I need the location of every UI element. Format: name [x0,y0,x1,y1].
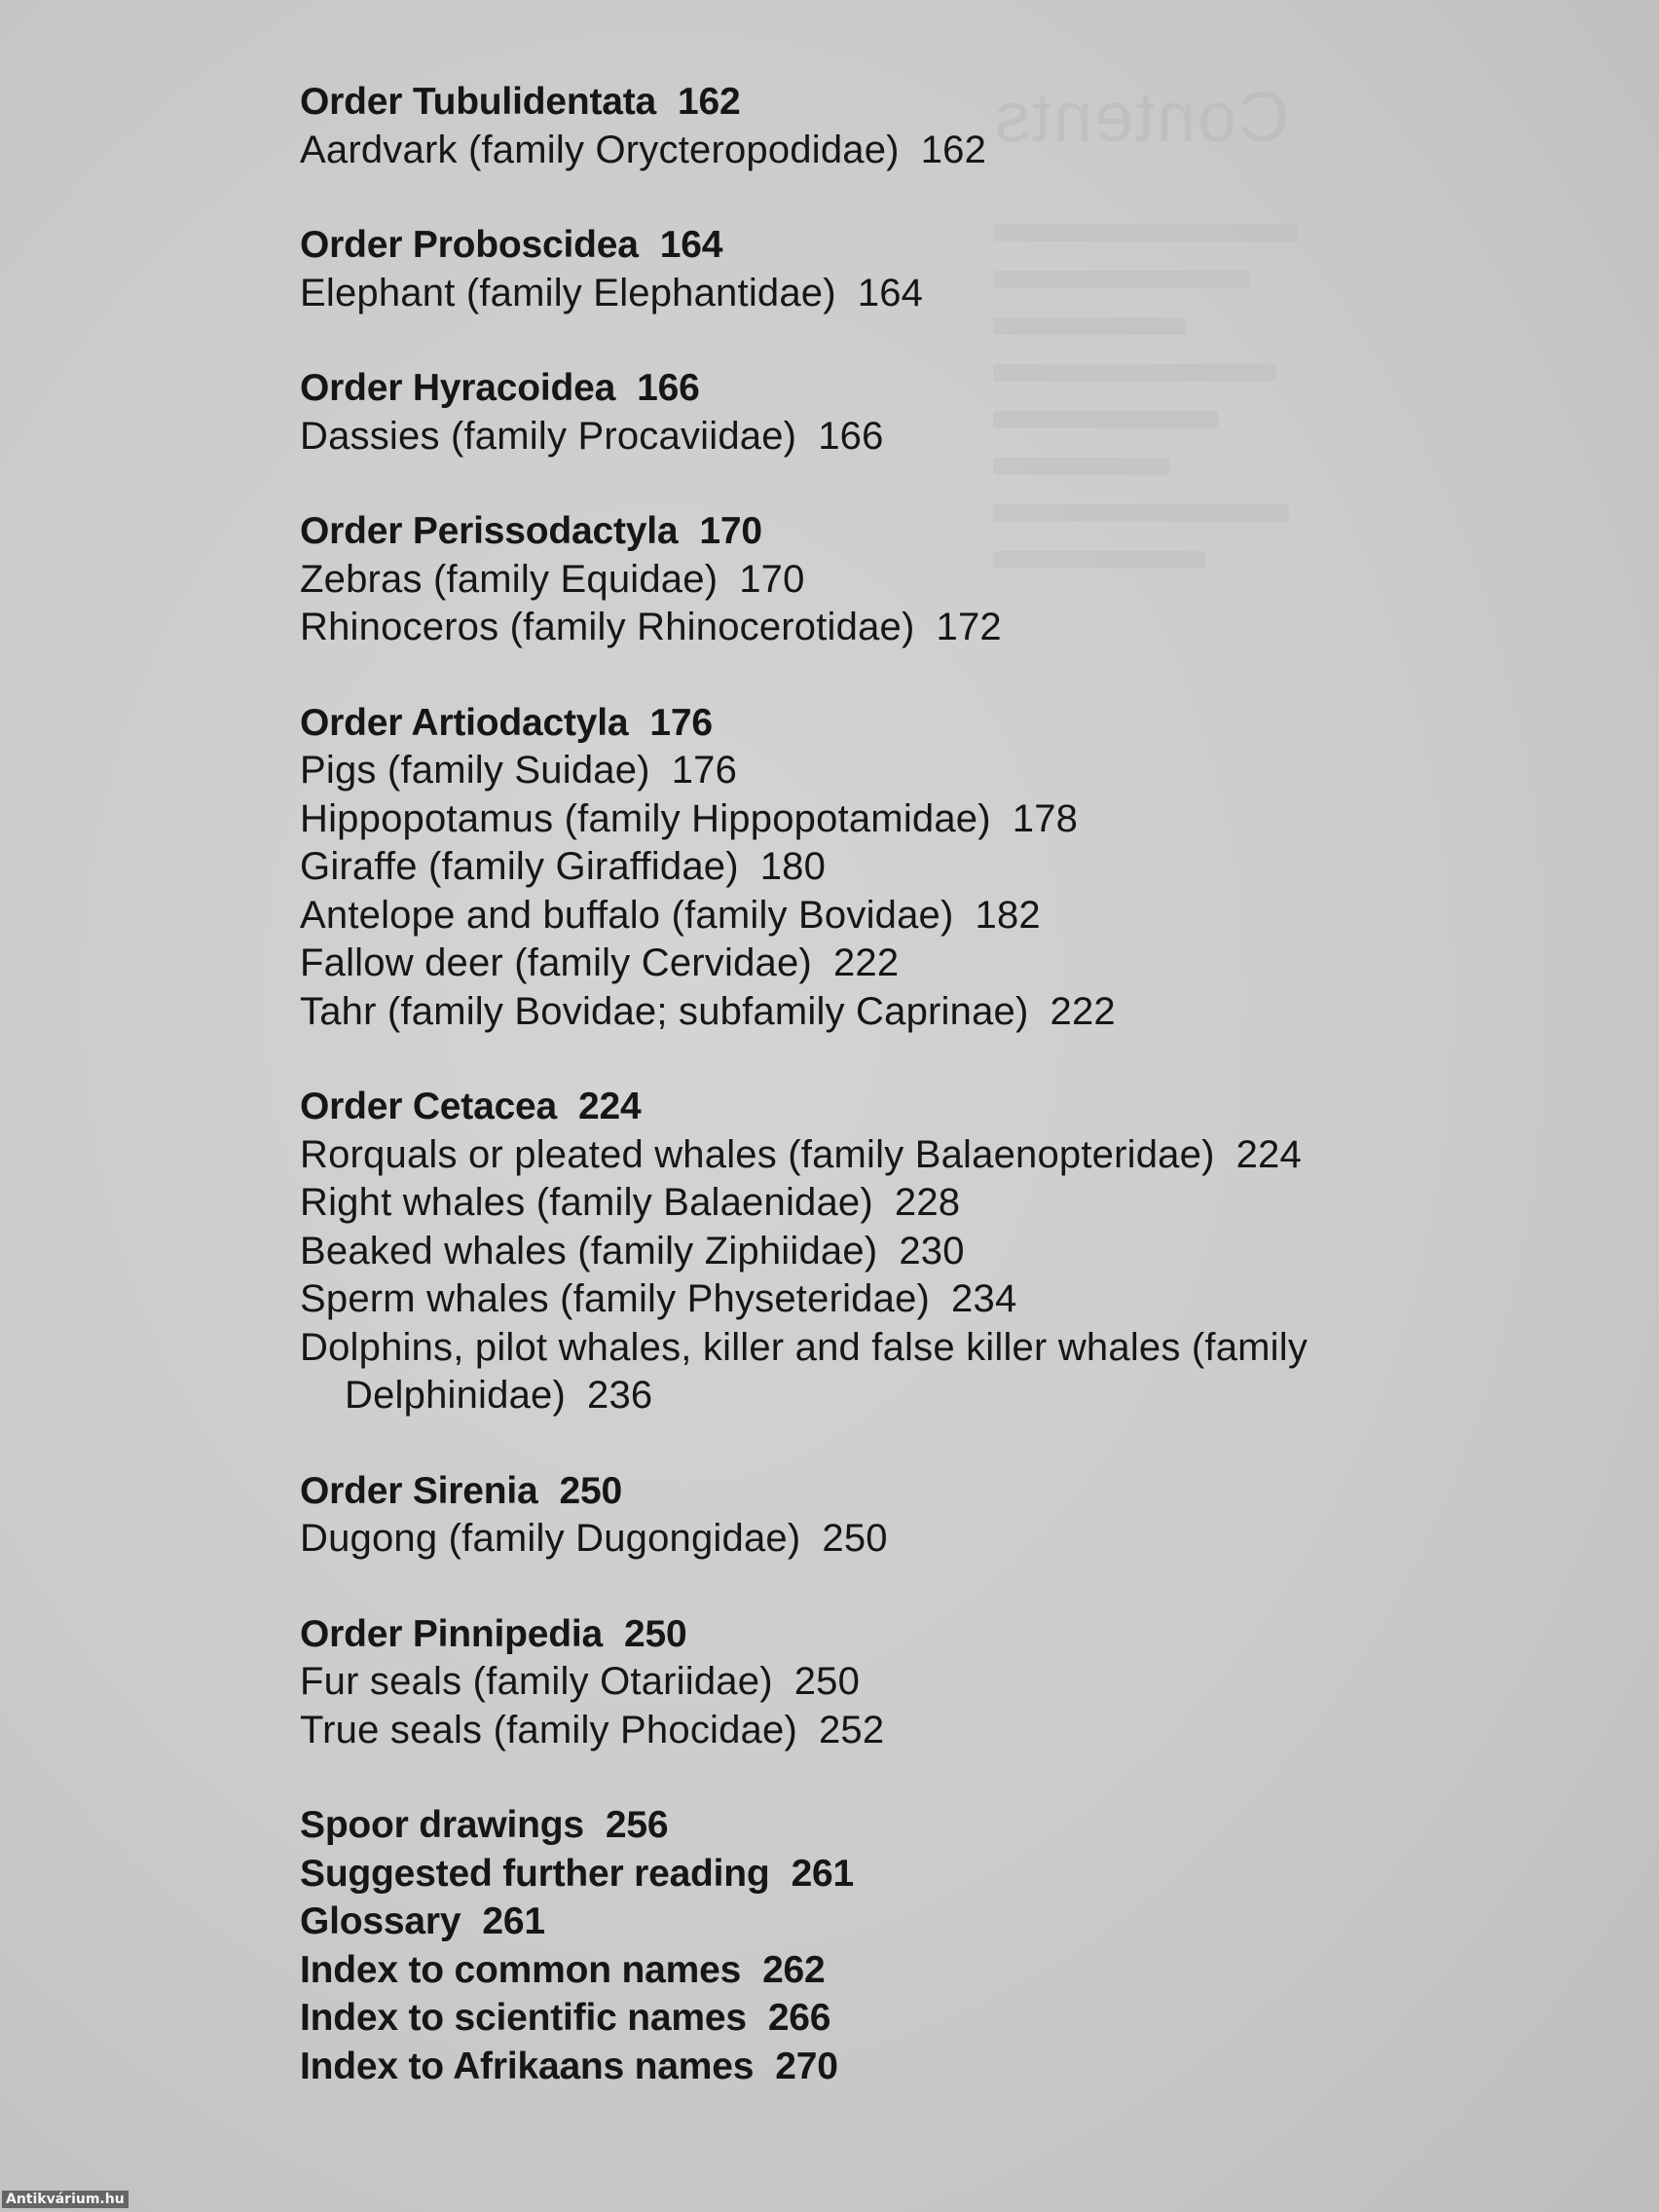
toc-section [300,78,1468,174]
entry-page-number: 236 [587,1374,653,1417]
toc-heading [300,1610,1468,1659]
toc-entry [300,843,1468,892]
toc-heading [300,1898,1468,1946]
toc-entry [300,127,1468,175]
entry-page-number: 252 [818,1708,885,1751]
entry-page-number: 256 [605,1804,669,1846]
entry-title: Rorquals or pleated whales (family Balaenopteridae) [300,1132,1215,1176]
entry-title: Aardvark (family Orycteropodidae) [300,128,900,171]
toc-entry [300,413,1468,461]
toc-entry [300,1228,1468,1276]
entry-title: Suggested further reading [300,1852,770,1895]
toc-heading [300,78,1468,127]
toc-entry [300,1515,1468,1564]
toc-heading [300,1467,1468,1516]
entry-page-number: 222 [832,941,900,984]
toc-entry [300,1131,1468,1180]
toc-entry [300,270,1468,318]
toc-heading [300,2043,1468,2091]
entry-page-number: 262 [762,1948,826,1991]
toc-entry [300,940,1468,988]
toc-heading [300,507,1468,556]
entry-title: Hippopotamus (family Hippopotamidae) [300,796,991,840]
entry-page-number: 164 [857,271,924,314]
entry-title: Spoor drawings [300,1804,584,1846]
entry-page-number: 250 [822,1517,888,1560]
toc-entry [300,1658,1468,1707]
entry-page-number: 261 [482,1900,545,1942]
entry-title: Rhinoceros (family Rhinocerotidae) [300,606,915,648]
toc-heading [300,699,1468,748]
entry-page-number: 224 [578,1086,642,1127]
toc-section [300,364,1468,461]
entry-title: Index to Afrikaans names [300,2045,755,2087]
toc-section [300,1083,1468,1420]
watermark: Antikvárium.hu [2,2191,129,2208]
entry-title: Index to scientific names [300,1997,747,2039]
entry-title: Order Pinnipedia [300,1612,604,1655]
entry-page-number: 178 [1012,796,1079,840]
toc-heading [300,1801,1468,1850]
toc-entry [300,892,1468,940]
entry-page-number: 250 [559,1469,622,1512]
entry-title: Giraffe (family Giraffidae) [300,845,739,888]
entry-title: Right whales (family Balaenidae) [300,1181,873,1224]
entry-title: Order Proboscidea [300,224,639,266]
toc-entry [300,795,1468,844]
entry-page-number: 166 [818,414,884,458]
entry-page-number: 230 [899,1229,965,1272]
toc-section [300,1467,1468,1564]
entry-page-number: 176 [671,749,738,792]
entry-title: Glossary [300,1900,461,1942]
toc-section [300,1801,1468,2090]
entry-page-number: 166 [637,367,700,409]
entry-page-number: 170 [699,510,762,552]
entry-page-number: 228 [894,1181,961,1224]
toc-heading [300,1946,1468,1995]
table-of-contents [300,78,1468,2137]
toc-entry [300,988,1468,1037]
entry-title: True seals (family Phocidae) [300,1708,797,1751]
toc-entry [300,604,1468,652]
entry-title: Dolphins, pilot whales, killer and false killer whales (family Delphinidae) [300,1325,1309,1417]
entry-title: Elephant (family Elephantidae) [300,271,836,314]
entry-title: Dugong (family Dugongidae) [300,1517,801,1560]
entry-page-number: 176 [649,701,713,744]
entry-page-number: 250 [793,1660,861,1703]
entry-title: Order Hyracoidea [300,367,616,409]
toc-entry [300,747,1468,795]
entry-title: Zebras (family Equidae) [300,557,719,601]
toc-heading [300,1083,1468,1131]
entry-title: Dassies (family Procaviidae) [300,414,797,458]
entry-page-number: 224 [1235,1132,1302,1176]
entry-page-number: 222 [1050,989,1116,1033]
toc-heading [300,221,1468,270]
entry-title: Order Sirenia [300,1469,538,1512]
entry-page-number: 182 [975,893,1041,937]
toc-heading [300,1994,1468,2043]
show-through-title: Contents [993,79,1290,157]
entry-title: Fallow deer (family Cervidae) [300,941,812,984]
toc-heading [300,1850,1468,1899]
entry-page-number: 250 [624,1612,687,1655]
entry-page-number: 172 [936,606,1002,648]
toc-section [300,699,1468,1037]
entry-page-number: 162 [920,128,987,171]
entry-page-number: 270 [775,2045,838,2087]
entry-page-number: 162 [678,81,741,123]
entry-title: Sperm whales (family Physeteridae) [300,1277,931,1320]
entry-title: Fur seals (family Otariidae) [300,1660,773,1703]
entry-page-number: 180 [759,845,827,888]
entry-page-number: 261 [791,1852,855,1895]
entry-page-number: 266 [767,1997,831,2039]
toc-entry [300,556,1468,605]
entry-title: Order Cetacea [300,1086,558,1127]
entry-title: Order Artiodactyla [300,701,629,744]
toc-entry [300,1179,1468,1228]
entry-title: Antelope and buffalo (family Bovidae) [300,893,954,937]
toc-heading [300,364,1468,413]
entry-page-number: 164 [659,224,723,266]
toc-entry [300,1707,1468,1755]
entry-title: Order Perissodactyla [300,510,679,552]
entry-title: Beaked whales (family Ziphiidae) [300,1229,878,1272]
toc-entry [300,1275,1468,1324]
entry-title: Index to common names [300,1948,742,1991]
toc-section [300,1610,1468,1755]
entry-title: Pigs (family Suidae) [300,749,650,792]
entry-title: Tahr (family Bovidae; subfamily Caprinae) [300,989,1029,1033]
entry-page-number: 234 [951,1277,1017,1320]
toc-section [300,507,1468,652]
entry-page-number: 170 [739,557,805,601]
toc-entry [300,1324,1464,1420]
toc-section [300,221,1468,317]
entry-title: Order Tubulidentata [300,81,656,123]
